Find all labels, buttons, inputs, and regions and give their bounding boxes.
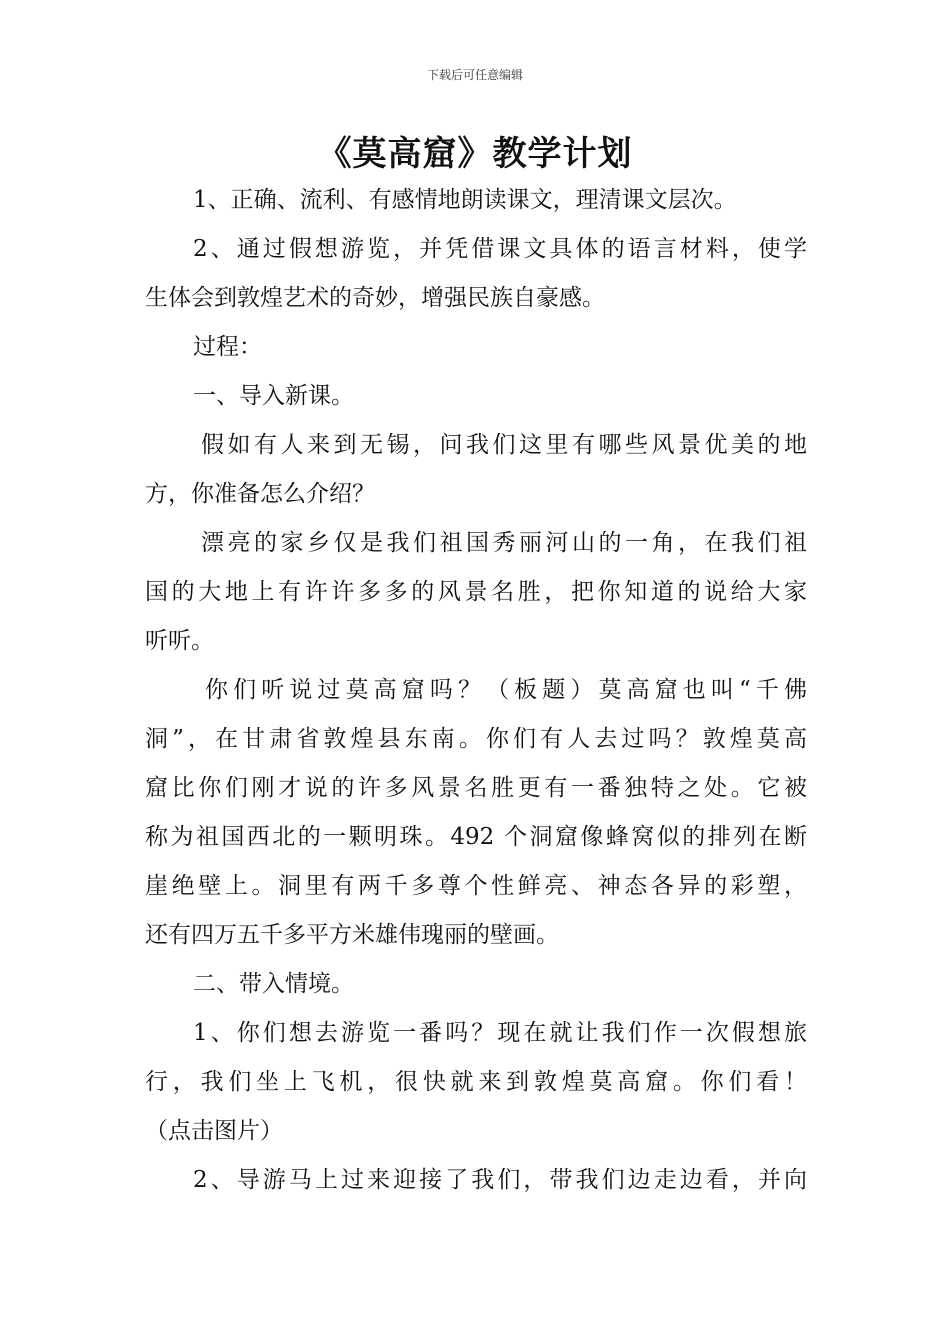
header-note: 下载后可任意编辑 [426, 68, 523, 82]
paragraph-line: 听听。 [145, 628, 214, 654]
section-heading-2: 二、带入情境。 [193, 971, 354, 997]
paragraph-line: 国的大地上有许许多多的风景名胜，把你知道的说给大家 [145, 579, 807, 605]
process-heading: 过程： [193, 334, 262, 360]
paragraph-line: （点击图片） [145, 1118, 283, 1144]
document-title: 《莫高窟》教学计划 [317, 134, 633, 174]
paragraph-line: 称为祖国西北的一颗明珠。492 个洞窟像蜂窝似的排列在断 [145, 824, 807, 850]
paragraph-line: 方，你准备怎么介绍？ [145, 481, 375, 507]
section-heading-1: 一、导入新课。 [193, 383, 354, 409]
paragraph-line: 漂亮的家乡仅是我们祖国秀丽河山的一角，在我们祖 [201, 530, 807, 556]
paragraph-line: 2、导游马上过来迎接了我们，带我们边走边看，并向 [193, 1167, 807, 1193]
paragraph-line: 你们听说过莫高窟吗？（板题）莫高窟也叫“千佛 [205, 677, 807, 703]
paragraph-line: 行，我们坐上飞机，很快就来到敦煌莫高窟。你们看！ [145, 1069, 807, 1095]
document-body [145, 176, 807, 1205]
paragraph-line: 崖绝壁上。洞里有两千多尊个性鲜亮、神态各异的彩塑， [145, 873, 807, 899]
objective-2-line-2: 生体会到敦煌艺术的奇妙，增强民族自豪感。 [145, 285, 605, 311]
objective-2-line-1: 2、通过假想游览，并凭借课文具体的语言材料，使学 [193, 236, 807, 262]
paragraph-line: 假如有人来到无锡，问我们这里有哪些风景优美的地 [201, 432, 807, 458]
paragraph-line: 1、你们想去游览一番吗？现在就让我们作一次假想旅 [193, 1020, 807, 1046]
paragraph-line: 还有四万五千多平方米雄伟瑰丽的壁画。 [145, 922, 559, 948]
paragraph-line: 窟比你们刚才说的许多风景名胜更有一番独特之处。它被 [145, 775, 807, 801]
objective-1: 1、正确、流利、有感情地朗读课文，理清课文层次。 [193, 187, 737, 213]
paragraph-line: 洞”，在甘肃省敦煌县东南。你们有人去过吗？敦煌莫高 [145, 726, 807, 752]
